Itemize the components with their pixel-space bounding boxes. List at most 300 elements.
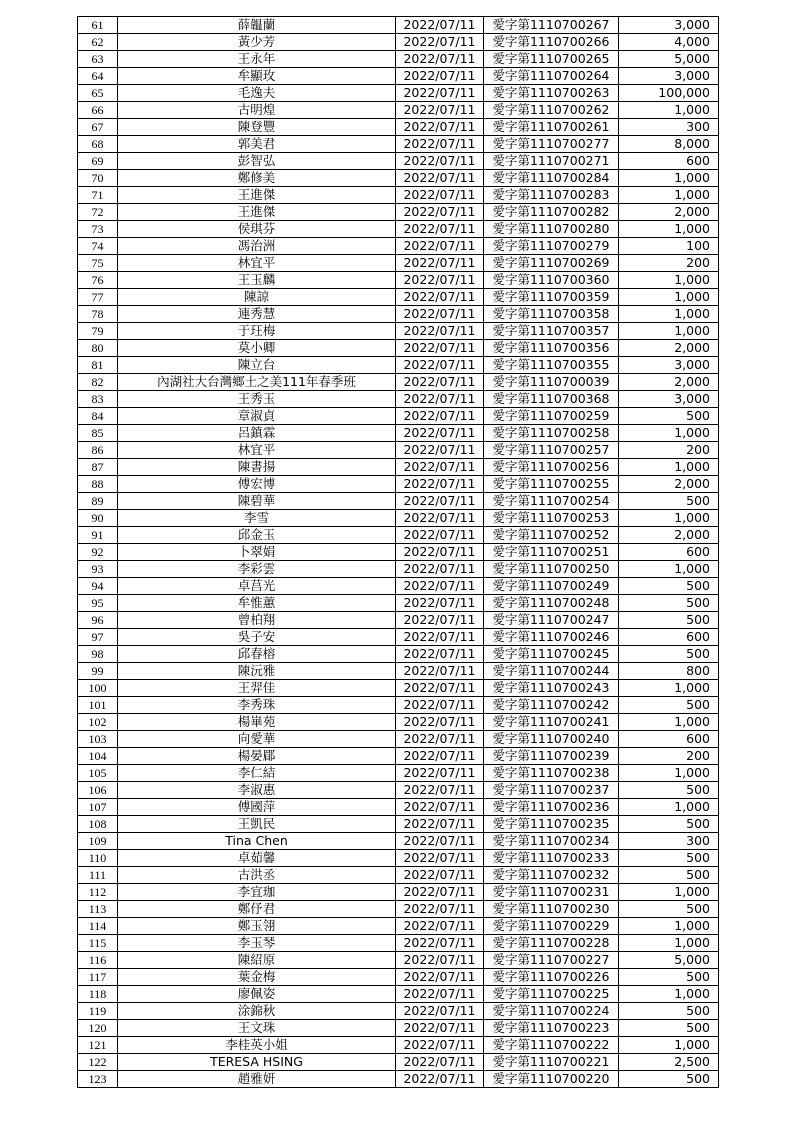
table-row <box>78 629 719 646</box>
donation-amount: 8,000 <box>619 136 719 153</box>
donation-date: 2022/07/11 <box>396 799 484 816</box>
donor-name: 王永年 <box>118 51 396 68</box>
donation-date: 2022/07/11 <box>396 102 484 119</box>
table-row <box>78 238 719 255</box>
table-row <box>78 612 719 629</box>
row-number: 62 <box>78 34 118 51</box>
row-number: 111 <box>78 867 118 884</box>
receipt-number: 愛字第1110700231 <box>484 884 619 901</box>
donation-date: 2022/07/11 <box>396 391 484 408</box>
receipt-number: 愛字第1110700357 <box>484 323 619 340</box>
donation-amount: 1,000 <box>619 799 719 816</box>
donation-amount: 500 <box>619 850 719 867</box>
receipt-number: 愛字第1110700253 <box>484 510 619 527</box>
row-number: 107 <box>78 799 118 816</box>
donor-name: 薛韞蘭 <box>118 17 396 34</box>
row-number: 65 <box>78 85 118 102</box>
table-row <box>78 187 719 204</box>
donation-date: 2022/07/11 <box>396 782 484 799</box>
table-row <box>78 1037 719 1054</box>
donation-date: 2022/07/11 <box>396 850 484 867</box>
row-number: 72 <box>78 204 118 221</box>
donor-name: 卓茹馨 <box>118 850 396 867</box>
table-row <box>78 884 719 901</box>
table-row <box>78 85 719 102</box>
donor-name: 牟顯玫 <box>118 68 396 85</box>
donation-amount: 300 <box>619 833 719 850</box>
row-number: 109 <box>78 833 118 850</box>
row-number: 86 <box>78 442 118 459</box>
donation-amount: 1,000 <box>619 425 719 442</box>
donation-date: 2022/07/11 <box>396 68 484 85</box>
table-row <box>78 952 719 969</box>
donation-date: 2022/07/11 <box>396 136 484 153</box>
table-row <box>78 901 719 918</box>
receipt-number: 愛字第1110700255 <box>484 476 619 493</box>
donation-date: 2022/07/11 <box>396 901 484 918</box>
donation-amount: 1,000 <box>619 306 719 323</box>
receipt-number: 愛字第1110700227 <box>484 952 619 969</box>
donor-name: 連秀慧 <box>118 306 396 323</box>
row-number: 102 <box>78 714 118 731</box>
row-number: 116 <box>78 952 118 969</box>
table-row <box>78 374 719 391</box>
row-number: 76 <box>78 272 118 289</box>
table-row <box>78 408 719 425</box>
receipt-number: 愛字第1110700279 <box>484 238 619 255</box>
donation-date: 2022/07/11 <box>396 119 484 136</box>
receipt-number: 愛字第1110700226 <box>484 969 619 986</box>
receipt-number: 愛字第1110700242 <box>484 697 619 714</box>
row-number: 106 <box>78 782 118 799</box>
receipt-number: 愛字第1110700238 <box>484 765 619 782</box>
donor-name: 毛逸夫 <box>118 85 396 102</box>
donor-name: 林宜平 <box>118 255 396 272</box>
donation-date: 2022/07/11 <box>396 204 484 221</box>
donor-name: 王秀玉 <box>118 391 396 408</box>
donor-name: 李雪 <box>118 510 396 527</box>
donation-amount: 1,000 <box>619 221 719 238</box>
table-row <box>78 544 719 561</box>
table-row <box>78 663 719 680</box>
row-number: 88 <box>78 476 118 493</box>
table-row <box>78 918 719 935</box>
donation-amount: 600 <box>619 731 719 748</box>
donation-amount: 4,000 <box>619 34 719 51</box>
donor-name: 李秀珠 <box>118 697 396 714</box>
receipt-number: 愛字第1110700247 <box>484 612 619 629</box>
receipt-number: 愛字第1110700265 <box>484 51 619 68</box>
donor-name: 卓莒光 <box>118 578 396 595</box>
table-row <box>78 867 719 884</box>
table-row <box>78 136 719 153</box>
donation-date: 2022/07/11 <box>396 527 484 544</box>
table-row <box>78 782 719 799</box>
table-row <box>78 1071 719 1088</box>
table-row <box>78 731 719 748</box>
donor-name: 王文珠 <box>118 1020 396 1037</box>
donation-date: 2022/07/11 <box>396 561 484 578</box>
receipt-number: 愛字第1110700254 <box>484 493 619 510</box>
donation-date: 2022/07/11 <box>396 51 484 68</box>
row-number: 68 <box>78 136 118 153</box>
donor-name: 彭智弘 <box>118 153 396 170</box>
row-number: 80 <box>78 340 118 357</box>
row-number: 99 <box>78 663 118 680</box>
table-row <box>78 799 719 816</box>
row-number: 89 <box>78 493 118 510</box>
receipt-number: 愛字第1110700277 <box>484 136 619 153</box>
table-row <box>78 323 719 340</box>
donation-date: 2022/07/11 <box>396 578 484 595</box>
donor-name: TERESA HSING <box>118 1054 396 1071</box>
donation-amount: 100 <box>619 238 719 255</box>
receipt-number: 愛字第1110700359 <box>484 289 619 306</box>
donation-date: 2022/07/11 <box>396 289 484 306</box>
donation-amount: 500 <box>619 816 719 833</box>
row-number: 92 <box>78 544 118 561</box>
row-number: 83 <box>78 391 118 408</box>
donation-table <box>77 16 719 1088</box>
row-number: 77 <box>78 289 118 306</box>
donation-amount: 3,000 <box>619 391 719 408</box>
receipt-number: 愛字第1110700239 <box>484 748 619 765</box>
row-number: 118 <box>78 986 118 1003</box>
table-row <box>78 714 719 731</box>
table-row <box>78 289 719 306</box>
donation-amount: 1,000 <box>619 935 719 952</box>
donor-name: 牟惟蕙 <box>118 595 396 612</box>
table-row <box>78 578 719 595</box>
donation-date: 2022/07/11 <box>396 935 484 952</box>
donation-date: 2022/07/11 <box>396 986 484 1003</box>
row-number: 74 <box>78 238 118 255</box>
donation-date: 2022/07/11 <box>396 595 484 612</box>
receipt-number: 愛字第1110700355 <box>484 357 619 374</box>
donor-name: 廖佩姿 <box>118 986 396 1003</box>
row-number: 85 <box>78 425 118 442</box>
donor-name: 內湖社大台灣鄉土之美111年春季班 <box>118 374 396 391</box>
receipt-number: 愛字第1110700220 <box>484 1071 619 1088</box>
donation-amount: 1,000 <box>619 765 719 782</box>
donor-name: 向愛華 <box>118 731 396 748</box>
donation-date: 2022/07/11 <box>396 969 484 986</box>
donor-name: 楊崋苑 <box>118 714 396 731</box>
row-number: 115 <box>78 935 118 952</box>
donation-amount: 500 <box>619 408 719 425</box>
donor-name: 傅國萍 <box>118 799 396 816</box>
donation-amount: 300 <box>619 119 719 136</box>
receipt-number: 愛字第1110700250 <box>484 561 619 578</box>
donation-amount: 2,000 <box>619 374 719 391</box>
donation-date: 2022/07/11 <box>396 1071 484 1088</box>
row-number: 75 <box>78 255 118 272</box>
receipt-number: 愛字第1110700237 <box>484 782 619 799</box>
table-row <box>78 680 719 697</box>
donor-name: 鄭伃君 <box>118 901 396 918</box>
table-row <box>78 51 719 68</box>
donation-date: 2022/07/11 <box>396 918 484 935</box>
receipt-number: 愛字第1110700249 <box>484 578 619 595</box>
donation-amount: 500 <box>619 612 719 629</box>
donor-name: 邱春榕 <box>118 646 396 663</box>
donation-date: 2022/07/11 <box>396 663 484 680</box>
receipt-number: 愛字第1110700283 <box>484 187 619 204</box>
receipt-number: 愛字第1110700223 <box>484 1020 619 1037</box>
donation-amount: 800 <box>619 663 719 680</box>
donor-name: 陳紹原 <box>118 952 396 969</box>
donor-name: Tina Chen <box>118 833 396 850</box>
donation-date: 2022/07/11 <box>396 765 484 782</box>
donation-date: 2022/07/11 <box>396 867 484 884</box>
donation-date: 2022/07/11 <box>396 170 484 187</box>
receipt-number: 愛字第1110700221 <box>484 1054 619 1071</box>
donation-date: 2022/07/11 <box>396 408 484 425</box>
table-row <box>78 935 719 952</box>
donation-date: 2022/07/11 <box>396 748 484 765</box>
donor-name: 古明煌 <box>118 102 396 119</box>
donation-amount: 1,000 <box>619 680 719 697</box>
receipt-number: 愛字第1110700225 <box>484 986 619 1003</box>
receipt-number: 愛字第1110700240 <box>484 731 619 748</box>
receipt-number: 愛字第1110700039 <box>484 374 619 391</box>
row-number: 105 <box>78 765 118 782</box>
table-row <box>78 850 719 867</box>
donation-date: 2022/07/11 <box>396 374 484 391</box>
donation-date: 2022/07/11 <box>396 442 484 459</box>
table-row <box>78 765 719 782</box>
table-row <box>78 391 719 408</box>
row-number: 120 <box>78 1020 118 1037</box>
donation-date: 2022/07/11 <box>396 255 484 272</box>
receipt-number: 愛字第1110700245 <box>484 646 619 663</box>
donor-name: 黃少芳 <box>118 34 396 51</box>
receipt-number: 愛字第1110700257 <box>484 442 619 459</box>
donation-date: 2022/07/11 <box>396 1003 484 1020</box>
donation-amount: 500 <box>619 578 719 595</box>
table-row <box>78 221 719 238</box>
donor-name: 陳登豐 <box>118 119 396 136</box>
donation-amount: 2,000 <box>619 476 719 493</box>
donation-amount: 500 <box>619 1071 719 1088</box>
donation-amount: 1,000 <box>619 884 719 901</box>
table-row <box>78 1003 719 1020</box>
row-number: 73 <box>78 221 118 238</box>
donation-amount: 2,000 <box>619 527 719 544</box>
donation-amount: 500 <box>619 867 719 884</box>
receipt-number: 愛字第1110700262 <box>484 102 619 119</box>
donation-amount: 500 <box>619 1020 719 1037</box>
donor-name: 于玨梅 <box>118 323 396 340</box>
row-number: 81 <box>78 357 118 374</box>
row-number: 69 <box>78 153 118 170</box>
receipt-number: 愛字第1110700234 <box>484 833 619 850</box>
donation-date: 2022/07/11 <box>396 816 484 833</box>
donation-amount: 600 <box>619 544 719 561</box>
donor-name: 侯琪芬 <box>118 221 396 238</box>
table-row <box>78 1020 719 1037</box>
receipt-number: 愛字第1110700246 <box>484 629 619 646</box>
donation-amount: 1,000 <box>619 510 719 527</box>
receipt-number: 愛字第1110700256 <box>484 459 619 476</box>
donation-amount: 500 <box>619 782 719 799</box>
donation-date: 2022/07/11 <box>396 493 484 510</box>
donation-amount: 3,000 <box>619 17 719 34</box>
table-row <box>78 646 719 663</box>
row-number: 63 <box>78 51 118 68</box>
donor-name: 李玉琴 <box>118 935 396 952</box>
donation-date: 2022/07/11 <box>396 1054 484 1071</box>
row-number: 119 <box>78 1003 118 1020</box>
donor-name: 鄭玉翎 <box>118 918 396 935</box>
donation-amount: 1,000 <box>619 561 719 578</box>
donation-date: 2022/07/11 <box>396 425 484 442</box>
receipt-number: 愛字第1110700224 <box>484 1003 619 1020</box>
donation-amount: 1,000 <box>619 272 719 289</box>
row-number: 101 <box>78 697 118 714</box>
donation-date: 2022/07/11 <box>396 323 484 340</box>
row-number: 82 <box>78 374 118 391</box>
donation-date: 2022/07/11 <box>396 646 484 663</box>
receipt-number: 愛字第1110700229 <box>484 918 619 935</box>
receipt-number: 愛字第1110700284 <box>484 170 619 187</box>
row-number: 121 <box>78 1037 118 1054</box>
row-number: 70 <box>78 170 118 187</box>
row-number: 94 <box>78 578 118 595</box>
table-row <box>78 170 719 187</box>
donation-date: 2022/07/11 <box>396 459 484 476</box>
donation-amount: 2,000 <box>619 340 719 357</box>
donation-amount: 500 <box>619 697 719 714</box>
donation-amount: 1,000 <box>619 1037 719 1054</box>
table-row <box>78 272 719 289</box>
row-number: 78 <box>78 306 118 323</box>
donor-name: 陳沅雅 <box>118 663 396 680</box>
donor-name: 趙雅妍 <box>118 1071 396 1088</box>
row-number: 90 <box>78 510 118 527</box>
donation-date: 2022/07/11 <box>396 612 484 629</box>
row-number: 108 <box>78 816 118 833</box>
donation-amount: 1,000 <box>619 102 719 119</box>
donor-name: 陳立台 <box>118 357 396 374</box>
donor-name: 陳書揚 <box>118 459 396 476</box>
donation-amount: 1,000 <box>619 459 719 476</box>
table-row <box>78 816 719 833</box>
receipt-number: 愛字第1110700251 <box>484 544 619 561</box>
donation-amount: 1,000 <box>619 918 719 935</box>
receipt-number: 愛字第1110700222 <box>484 1037 619 1054</box>
donation-amount: 1,000 <box>619 187 719 204</box>
receipt-number: 愛字第1110700358 <box>484 306 619 323</box>
donation-date: 2022/07/11 <box>396 714 484 731</box>
table-row <box>78 527 719 544</box>
donation-amount: 600 <box>619 153 719 170</box>
donation-amount: 500 <box>619 595 719 612</box>
receipt-number: 愛字第1110700368 <box>484 391 619 408</box>
donor-name: 曾柏翔 <box>118 612 396 629</box>
receipt-number: 愛字第1110700258 <box>484 425 619 442</box>
row-number: 98 <box>78 646 118 663</box>
donation-date: 2022/07/11 <box>396 85 484 102</box>
row-number: 87 <box>78 459 118 476</box>
donation-date: 2022/07/11 <box>396 187 484 204</box>
donor-name: 鄭修美 <box>118 170 396 187</box>
donation-date: 2022/07/11 <box>396 833 484 850</box>
row-number: 64 <box>78 68 118 85</box>
receipt-number: 愛字第1110700233 <box>484 850 619 867</box>
donation-amount: 1,000 <box>619 323 719 340</box>
receipt-number: 愛字第1110700228 <box>484 935 619 952</box>
donor-name: 王玉麟 <box>118 272 396 289</box>
donation-date: 2022/07/11 <box>396 510 484 527</box>
receipt-number: 愛字第1110700263 <box>484 85 619 102</box>
row-number: 104 <box>78 748 118 765</box>
donor-name: 王凱民 <box>118 816 396 833</box>
donation-date: 2022/07/11 <box>396 544 484 561</box>
donor-name: 陳諒 <box>118 289 396 306</box>
donation-date: 2022/07/11 <box>396 221 484 238</box>
table-row <box>78 476 719 493</box>
row-number: 96 <box>78 612 118 629</box>
table-row <box>78 561 719 578</box>
row-number: 93 <box>78 561 118 578</box>
donation-amount: 200 <box>619 748 719 765</box>
donation-amount: 1,000 <box>619 170 719 187</box>
receipt-number: 愛字第1110700280 <box>484 221 619 238</box>
donation-date: 2022/07/11 <box>396 952 484 969</box>
table-row <box>78 357 719 374</box>
donation-amount: 500 <box>619 646 719 663</box>
receipt-number: 愛字第1110700259 <box>484 408 619 425</box>
table-row <box>78 697 719 714</box>
donor-name: 王羿佳 <box>118 680 396 697</box>
donation-amount: 200 <box>619 442 719 459</box>
row-number: 84 <box>78 408 118 425</box>
table-row <box>78 748 719 765</box>
table-row <box>78 153 719 170</box>
donation-date: 2022/07/11 <box>396 697 484 714</box>
donation-date: 2022/07/11 <box>396 34 484 51</box>
donation-amount: 500 <box>619 1003 719 1020</box>
receipt-number: 愛字第1110700252 <box>484 527 619 544</box>
donation-amount: 3,000 <box>619 357 719 374</box>
table-row <box>78 340 719 357</box>
donation-amount: 500 <box>619 969 719 986</box>
donation-amount: 500 <box>619 901 719 918</box>
receipt-number: 愛字第1110700267 <box>484 17 619 34</box>
donor-name: 葉金梅 <box>118 969 396 986</box>
receipt-number: 愛字第1110700236 <box>484 799 619 816</box>
receipt-number: 愛字第1110700243 <box>484 680 619 697</box>
receipt-number: 愛字第1110700282 <box>484 204 619 221</box>
row-number: 97 <box>78 629 118 646</box>
row-number: 112 <box>78 884 118 901</box>
donation-table-body <box>78 17 719 1088</box>
donation-amount: 1,000 <box>619 289 719 306</box>
donor-name: 古洪丞 <box>118 867 396 884</box>
table-row <box>78 459 719 476</box>
donation-date: 2022/07/11 <box>396 17 484 34</box>
donor-name: 章淑貞 <box>118 408 396 425</box>
donor-name: 王進傑 <box>118 204 396 221</box>
row-number: 117 <box>78 969 118 986</box>
table-row <box>78 34 719 51</box>
table-row <box>78 204 719 221</box>
receipt-number: 愛字第1110700266 <box>484 34 619 51</box>
receipt-number: 愛字第1110700360 <box>484 272 619 289</box>
donor-name: 林宜平 <box>118 442 396 459</box>
table-row <box>78 442 719 459</box>
